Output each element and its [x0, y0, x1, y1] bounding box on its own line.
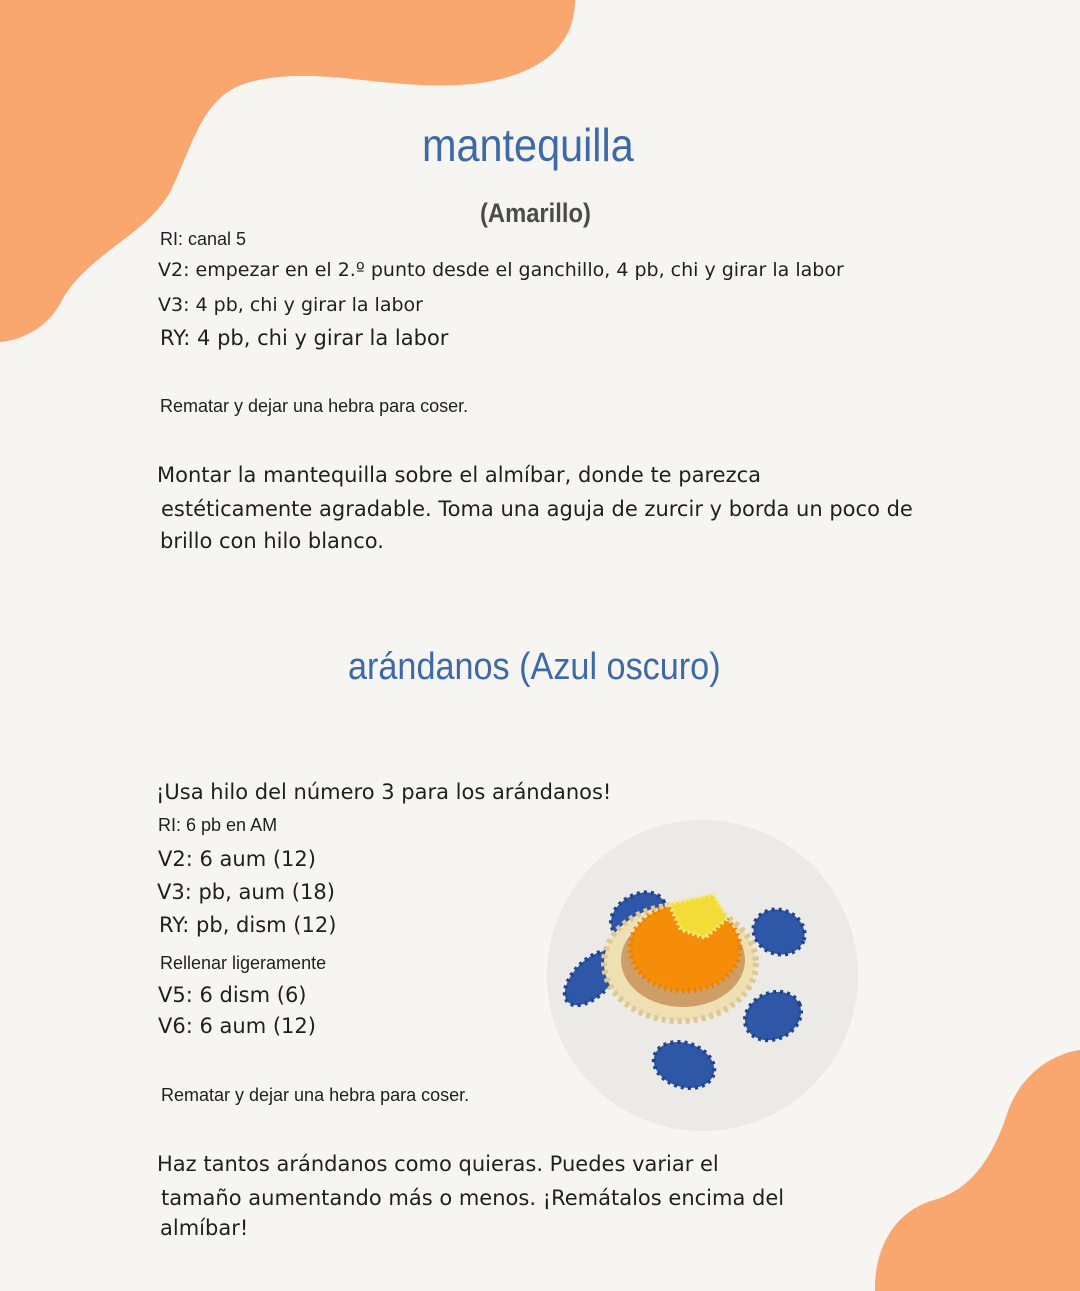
- crochet-pancake-photo: [547, 820, 858, 1131]
- blueberries-instruction-line-2: tamaño aumentando más o menos. ¡Remátalos encima del: [161, 1186, 785, 1210]
- blueberries-row-v3: V3: pb, aum (18): [157, 880, 335, 904]
- blueberries-row-v5: V5: 6 dism (6): [158, 983, 307, 1007]
- butter-title: mantequilla: [422, 119, 634, 171]
- blueberries-row-ry: RY: pb, dism (12): [159, 913, 337, 937]
- bottom-right-orange-shape: [875, 1050, 1080, 1291]
- blueberries-stuffing-note: Rellenar ligeramente: [160, 953, 327, 973]
- blueberries-row-v6: V6: 6 aum (12): [158, 1014, 316, 1038]
- blueberries-finish-note: Rematar y dejar una hebra para coser.: [161, 1085, 470, 1105]
- butter-row-ry: RY: 4 pb, chi y girar la labor: [160, 326, 449, 350]
- blueberries-row-v2: V2: 6 aum (12): [158, 847, 316, 871]
- blueberries-title: arándanos (Azul oscuro): [348, 646, 721, 688]
- butter-row-v2: V2: empezar en el 2.º punto desde el ganchillo, 4 pb, chi y girar la labor: [158, 259, 844, 281]
- butter-instruction-line-1: Montar la mantequilla sobre el almíbar, donde te parezca: [157, 463, 762, 487]
- blueberries-row-ri: RI: 6 pb en AM: [158, 815, 278, 835]
- butter-row-v3: V3: 4 pb, chi y girar la labor: [158, 294, 423, 316]
- butter-instruction-line-2: estéticamente agradable. Toma una aguja de zurcir y borda un poco de: [161, 497, 913, 521]
- butter-instruction-line-3: brillo con hilo blanco.: [160, 529, 384, 553]
- butter-row-ri: RI: canal 5: [160, 229, 247, 249]
- butter-finish-note: Rematar y dejar una hebra para coser.: [160, 396, 469, 416]
- butter-color-label: (Amarillo): [480, 198, 591, 228]
- blueberries-instruction-line-3: almíbar!: [160, 1216, 249, 1240]
- blueberries-intro: ¡Usa hilo del número 3 para los arándanos!: [156, 780, 612, 804]
- blueberries-instruction-line-1: Haz tantos arándanos como quieras. Puedes variar el: [157, 1152, 719, 1176]
